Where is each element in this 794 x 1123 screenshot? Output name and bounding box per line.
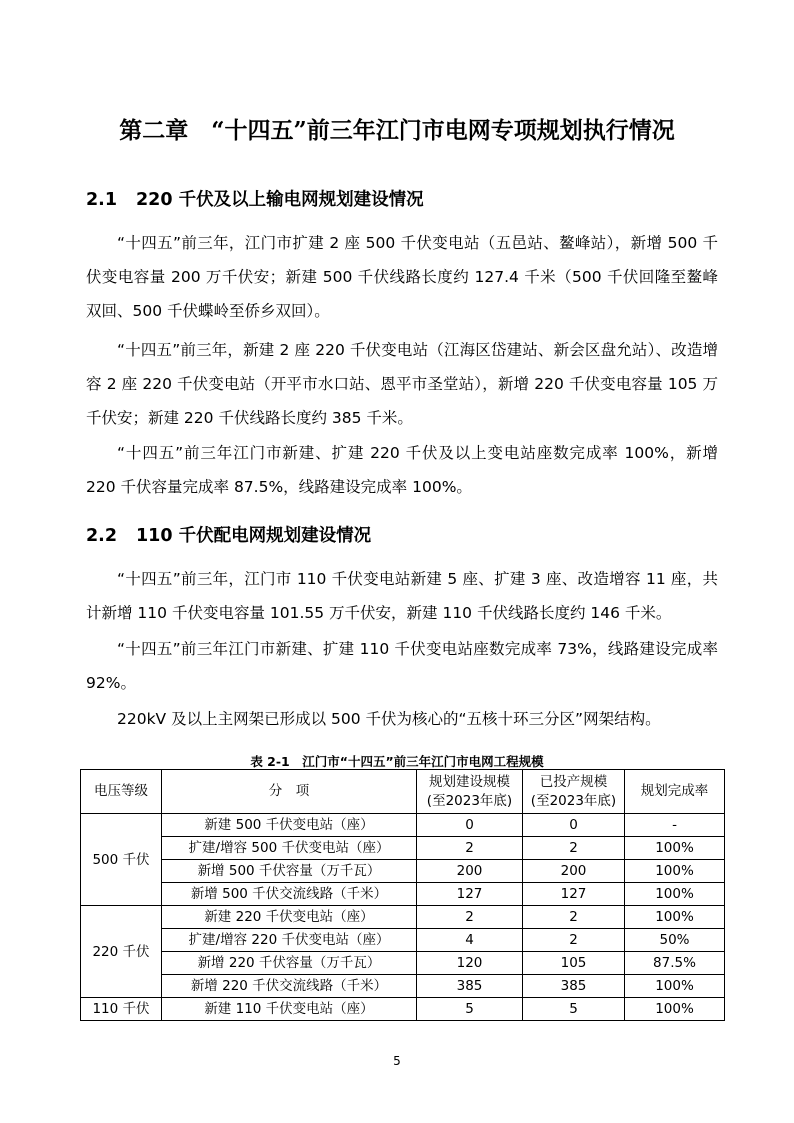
cell-rate: 100% xyxy=(625,975,725,998)
cell-planned: 0 xyxy=(417,814,523,837)
cell-commissioned: 385 xyxy=(523,975,625,998)
table-row xyxy=(81,883,725,906)
cell-item: 新增 500 千伏容量（万千瓦） xyxy=(162,860,417,883)
cell-commissioned: 127 xyxy=(523,883,625,906)
cell-item: 新增 220 千伏容量（万千瓦） xyxy=(162,952,417,975)
header-completion-rate: 规划完成率 xyxy=(625,770,725,814)
cell-commissioned: 2 xyxy=(523,929,625,952)
cell-commissioned: 105 xyxy=(523,952,625,975)
paragraph: “十四五”前三年，新建 2 座 220 千伏变电站（江海区岱建站、新会区盘允站）、改造增容 2 座 220 千伏变电站（开平市水口站、恩平市圣堂站），新增 220 千伏变电容量 105 万千伏安；新建 220 千伏线路长度约 385 千米。 xyxy=(86,341,718,427)
table-caption: 表 2-1 江门市“十四五”前三年江门市电网工程规模 xyxy=(250,754,544,769)
cell-rate: 87.5% xyxy=(625,952,725,975)
cell-voltage-level: 110 千伏 xyxy=(81,998,162,1021)
cell-commissioned: 5 xyxy=(523,998,625,1021)
header-planned-scale: 规划建设规模 (至2023年底) xyxy=(417,770,523,814)
cell-rate: 100% xyxy=(625,860,725,883)
table-body xyxy=(81,814,725,1021)
table-row xyxy=(81,814,725,837)
header-item: 分 项 xyxy=(162,770,417,814)
cell-rate: 100% xyxy=(625,883,725,906)
cell-commissioned: 200 xyxy=(523,860,625,883)
cell-commissioned: 2 xyxy=(523,837,625,860)
section-heading-2-1 xyxy=(86,186,424,211)
paragraph: “十四五”前三年，江门市扩建 2 座 500 千伏变电站（五邑站、鳌峰站），新增 500 千伏变电容量 200 万千伏安；新建 500 千伏线路长度约 127.4 千米（500 千伏回隆至鳌峰双回、500 千伏蝶岭至侨乡双回）。 xyxy=(86,234,718,320)
header-commissioned-scale: 已投产规模 (至2023年底) xyxy=(523,770,625,814)
cell-item: 新建 220 千伏变电站（座） xyxy=(162,906,417,929)
section-title: 220 千伏及以上输电网规划建设情况 xyxy=(136,190,424,210)
table-row xyxy=(81,975,725,998)
cell-commissioned: 0 xyxy=(523,814,625,837)
header-voltage-level: 电压等级 xyxy=(81,770,162,814)
table-row xyxy=(81,860,725,883)
table-row xyxy=(81,952,725,975)
section-title: 110 千伏配电网规划建设情况 xyxy=(136,526,372,546)
cell-rate: - xyxy=(625,814,725,837)
cell-planned: 4 xyxy=(417,929,523,952)
section-number: 2.1 xyxy=(86,190,118,210)
cell-planned: 200 xyxy=(417,860,523,883)
cell-planned: 2 xyxy=(417,906,523,929)
grid-projects-table xyxy=(80,769,725,1021)
paragraph: “十四五”前三年，江门市 110 千伏变电站新建 5 座、扩建 3 座、改造增容 11 座，共计新增 110 千伏变电容量 101.55 万千伏安，新建 110 千伏线路长度约 146 千米。 xyxy=(86,570,718,622)
section-number: 2.2 xyxy=(86,526,118,546)
cell-planned: 120 xyxy=(417,952,523,975)
section-heading-2-2 xyxy=(86,522,371,547)
cell-rate: 50% xyxy=(625,929,725,952)
cell-item: 扩建/增容 220 千伏变电站（座） xyxy=(162,929,417,952)
cell-item: 新建 500 千伏变电站（座） xyxy=(162,814,417,837)
cell-item: 新增 220 千伏交流线路（千米） xyxy=(162,975,417,998)
cell-planned: 385 xyxy=(417,975,523,998)
table-row xyxy=(81,906,725,929)
paragraph: “十四五”前三年江门市新建、扩建 110 千伏变电站座数完成率 73%，线路建设完成率 92%。 xyxy=(86,640,718,692)
paragraph: “十四五”前三年江门市新建、扩建 220 千伏及以上变电站座数完成率 100%，新增 220 千伏容量完成率 87.5%，线路建设完成率 100%。 xyxy=(86,444,718,496)
cell-planned: 5 xyxy=(417,998,523,1021)
cell-item: 新增 500 千伏交流线路（千米） xyxy=(162,883,417,906)
cell-item: 扩建/增容 500 千伏变电站（座） xyxy=(162,837,417,860)
cell-commissioned: 2 xyxy=(523,906,625,929)
cell-planned: 127 xyxy=(417,883,523,906)
cell-voltage-level: 220 千伏 xyxy=(81,906,162,998)
paragraph: 220kV 及以上主网架已形成以 500 千伏为核心的“五核十环三分区”网架结构。 xyxy=(117,710,661,728)
cell-planned: 2 xyxy=(417,837,523,860)
page-number: 5 xyxy=(393,1054,401,1068)
table-row xyxy=(81,998,725,1021)
cell-voltage-level: 500 千伏 xyxy=(81,814,162,906)
cell-item: 新建 110 千伏变电站（座） xyxy=(162,998,417,1021)
table-row xyxy=(81,929,725,952)
table-header-row xyxy=(81,770,725,814)
cell-rate: 100% xyxy=(625,837,725,860)
cell-rate: 100% xyxy=(625,906,725,929)
table-row xyxy=(81,837,725,860)
cell-rate: 100% xyxy=(625,998,725,1021)
chapter-title: 第二章 “十四五”前三年江门市电网专项规划执行情况 xyxy=(119,117,675,144)
